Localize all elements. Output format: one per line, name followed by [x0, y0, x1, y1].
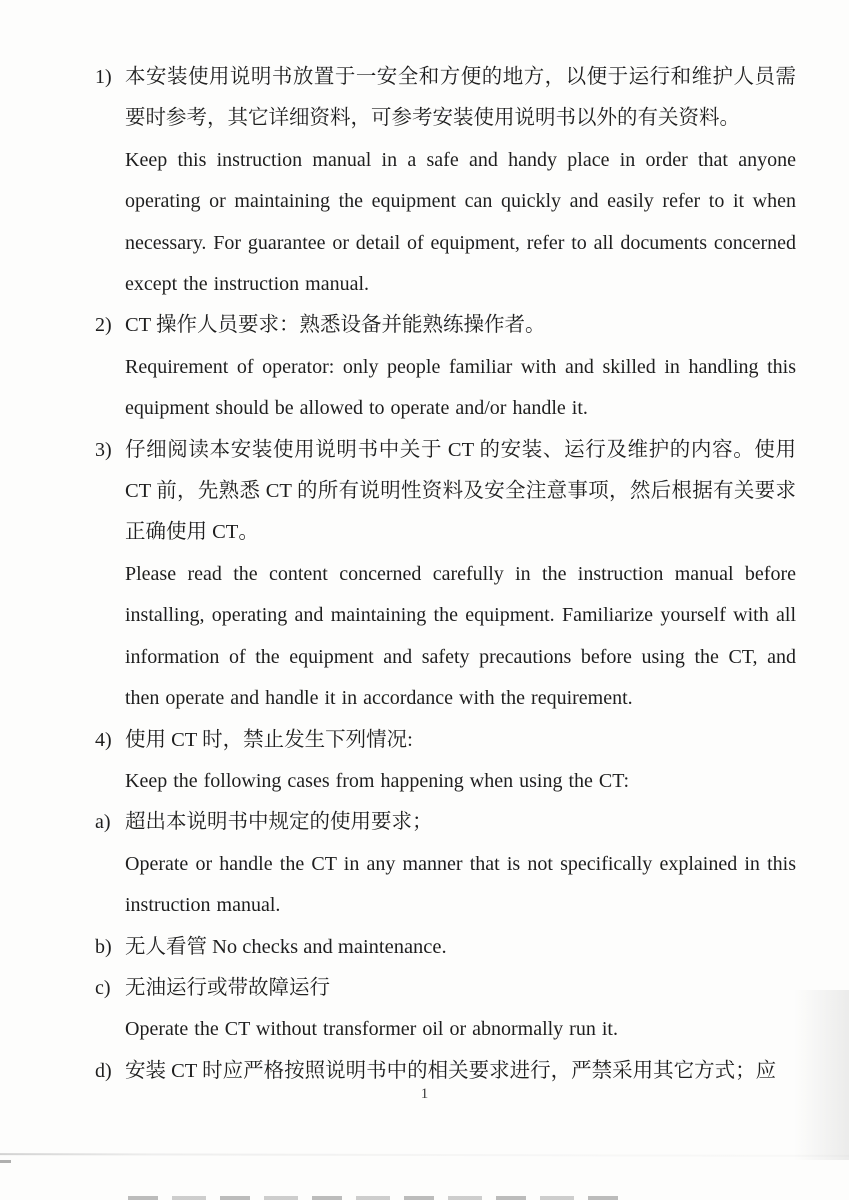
- item-text-chinese: 本安装使用说明书放置于一安全和方便的地方，以便于运行和维护人员需要时参考，其它详细资料，可参考安装使用说明书以外的有关资料。: [125, 66, 796, 130]
- item-text-english: Requirement of operator: only people familiar with and skilled in handling this equipment should be allowed to operate and/or handle it.: [125, 355, 796, 420]
- item-text-chinese: 使用 CT 时，禁止发生下列情况:: [125, 728, 413, 751]
- item-text-english: Operate or handle the CT in any manner that is not specifically explained in this instruction manual.: [125, 852, 796, 917]
- list-item-b: [95, 927, 796, 968]
- item-text-mixed: 无人看管 No checks and maintenance.: [125, 935, 447, 958]
- list-item-3: [95, 430, 796, 720]
- scan-artifact-corner-shade: [794, 990, 849, 1160]
- list-marker: d): [95, 1059, 112, 1082]
- item-text-english: Keep this instruction manual in a safe and handy place in order that anyone operating or maintaining the equipment can quickly and easily refer to it when necessary. For guarantee or detail of equipment, refer to all documents concerned except the instruction manual.: [125, 148, 796, 296]
- list-item-body: [125, 802, 796, 926]
- list-item-a: [95, 802, 796, 926]
- list-item-body: [125, 57, 796, 305]
- list-item-2: [95, 305, 796, 429]
- list-item-body: [125, 968, 796, 1051]
- item-text-chinese: 安装 CT 时应严格按照说明书中的相关要求进行，严禁采用其它方式；应: [125, 1059, 777, 1082]
- item-text-chinese: 超出本说明书中规定的使用要求；: [125, 811, 433, 834]
- page-content: [95, 57, 796, 1092]
- scan-artifact-bleed-through: [128, 1196, 624, 1200]
- list-item-c: [95, 968, 796, 1051]
- list-item-body: [125, 305, 796, 429]
- item-text-english: Operate the CT without transformer oil or abnormally run it.: [125, 1018, 618, 1041]
- scan-artifact-edge-mark: [0, 1160, 11, 1163]
- list-marker: a): [95, 811, 111, 834]
- list-item-body: [125, 430, 796, 720]
- list-marker: b): [95, 935, 112, 958]
- item-text-english: Keep the following cases from happening when using the CT:: [125, 769, 629, 792]
- list-item-4: [95, 720, 796, 803]
- item-text-chinese: CT 操作人员要求：熟悉设备并能熟练操作者。: [125, 314, 546, 337]
- list-marker: 1): [95, 66, 112, 88]
- list-marker: 2): [95, 314, 112, 337]
- item-text-english: Please read the content concerned carefully in the instruction manual before installing, operating and maintaining the equipment. Familiarize yourself with all information of the equipment and safety precautions before using the CT, and then operate and handle it in accordance with the requirement.: [125, 562, 796, 710]
- item-text-chinese: 无油运行或带故障运行: [125, 976, 330, 999]
- scan-artifact-line: [0, 1153, 849, 1157]
- page-number: 1: [420, 1086, 429, 1102]
- item-text-chinese: 仔细阅读本安装使用说明书中关于 CT 的安装、运行及维护的内容。使用 CT 前，先熟悉 CT 的所有说明性资料及安全注意事项，然后根据有关要求正确使用 CT。: [125, 438, 796, 544]
- list-marker: c): [95, 976, 111, 999]
- list-item-body: [125, 720, 796, 803]
- list-marker: 4): [95, 728, 112, 751]
- list-marker: 3): [95, 438, 112, 461]
- list-item-body: [125, 927, 796, 968]
- list-item-1: [95, 57, 796, 305]
